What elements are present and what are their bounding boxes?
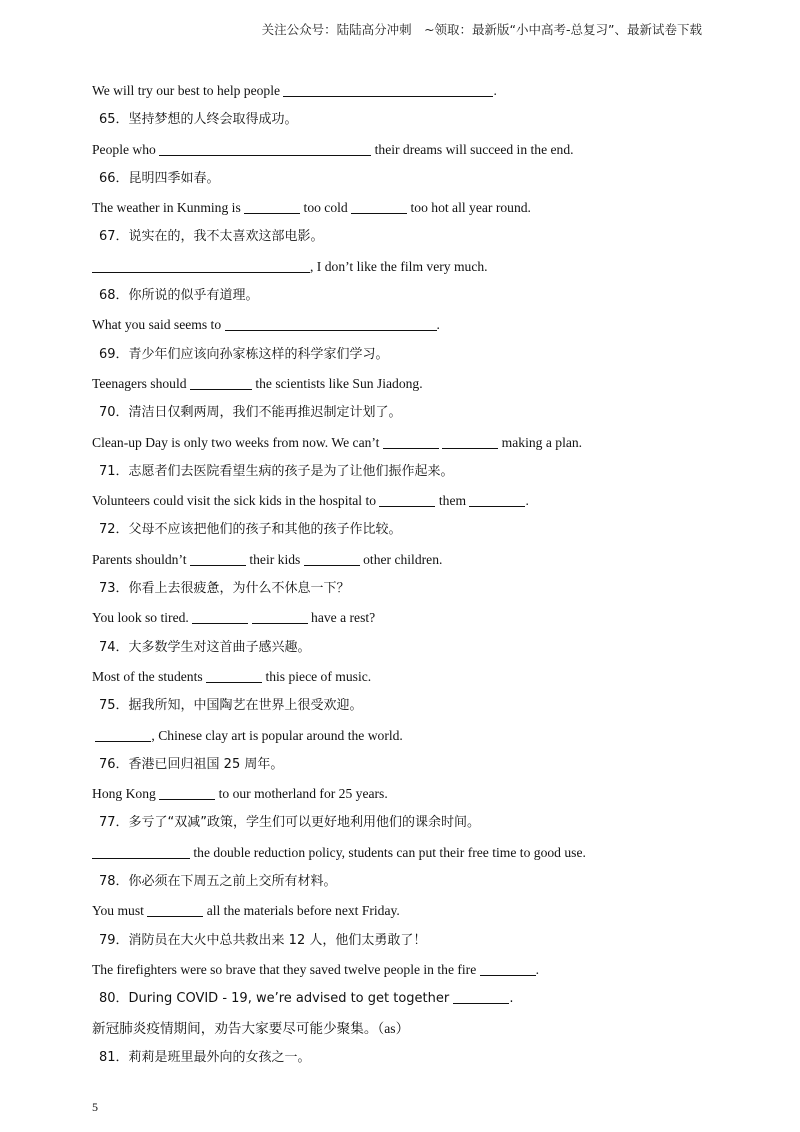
answer-blank[interactable] bbox=[190, 388, 252, 390]
text-segment: 66．昆明四季如春。 bbox=[99, 170, 220, 186]
text-segment: 70．清洁日仅剩两周，我们不能再推迟制定计划了。 bbox=[99, 405, 402, 421]
text-segment: The firefighters were so brave that they saved twelve people in the fire bbox=[92, 961, 480, 977]
answer-blank[interactable] bbox=[95, 740, 151, 742]
text-segment: to our motherland for 25 years. bbox=[215, 786, 388, 802]
text-segment: 76．香港已回归祖国 25 周年。 bbox=[99, 756, 284, 772]
text-segment: , I don’t like the film very much. bbox=[310, 258, 488, 274]
question-sentence bbox=[92, 838, 732, 867]
text-segment: 新冠肺炎疫情期间，劝告大家要尽可能少聚集。（as） bbox=[92, 1020, 410, 1036]
question-prompt bbox=[92, 340, 732, 369]
question-sentence bbox=[92, 955, 732, 984]
question-sentence bbox=[92, 1014, 732, 1043]
question-sentence bbox=[92, 662, 732, 691]
text-segment: this piece of music. bbox=[262, 668, 372, 684]
text-segment: Hong Kong bbox=[92, 786, 160, 802]
text-segment: Volunteers could visit the sick kids in the hospital to bbox=[92, 493, 380, 509]
text-segment: Most of the students bbox=[92, 668, 207, 684]
text-segment: 68．你所说的似乎有道理。 bbox=[99, 288, 259, 304]
text-segment: The weather in Kunming is bbox=[92, 200, 245, 216]
question-sentence bbox=[92, 76, 732, 105]
page-number: 5 bbox=[92, 1100, 98, 1114]
question-prompt bbox=[92, 691, 732, 720]
question-prompt bbox=[92, 281, 732, 310]
answer-blank[interactable] bbox=[92, 857, 190, 859]
question-prompt bbox=[92, 867, 732, 896]
text-segment: 77．多亏了“双减”政策，学生们可以更好地利用他们的课余时间。 bbox=[99, 815, 481, 831]
text-segment: 73．你看上去很疲惫，为什么不休息一下？ bbox=[99, 581, 350, 597]
text-segment: . bbox=[535, 961, 540, 977]
text-segment: 65．坚持梦想的人终会取得成功。 bbox=[99, 112, 298, 128]
text-segment: have a rest? bbox=[307, 610, 376, 626]
answer-blank[interactable] bbox=[192, 622, 248, 624]
text-segment: too hot all year round. bbox=[407, 200, 531, 216]
question-sentence bbox=[92, 545, 732, 574]
answer-blank[interactable] bbox=[147, 915, 203, 917]
answer-blank[interactable] bbox=[379, 505, 435, 507]
text-segment: their kids bbox=[245, 551, 304, 567]
text-segment: too cold bbox=[300, 200, 352, 216]
text-segment: all the materials before next Friday. bbox=[203, 903, 400, 919]
text-segment: 69．青少年们应该向孙家栋这样的科学家们学习。 bbox=[99, 346, 389, 362]
question-prompt bbox=[92, 808, 732, 837]
text-segment: You look so tired. bbox=[92, 610, 193, 626]
text-segment: Clean-up Day is only two weeks from now. We can’t bbox=[92, 434, 383, 450]
text-segment: their dreams will succeed in the end. bbox=[371, 141, 574, 157]
question-prompt bbox=[92, 984, 732, 1013]
question-sentence bbox=[92, 310, 732, 339]
question-sentence bbox=[92, 428, 732, 457]
answer-blank[interactable] bbox=[480, 974, 536, 976]
answer-blank[interactable] bbox=[283, 95, 493, 97]
text-segment: the scientists like Sun Jiadong. bbox=[251, 375, 423, 391]
question-sentence bbox=[92, 721, 732, 750]
text-segment: We will try our best to help people bbox=[92, 83, 284, 98]
answer-blank[interactable] bbox=[92, 271, 310, 273]
question-prompt bbox=[92, 750, 732, 779]
text-segment: , Chinese clay art is popular around the world. bbox=[151, 727, 403, 743]
question-sentence bbox=[92, 193, 732, 222]
text-segment: 81．莉莉是班里最外向的女孩之一。 bbox=[99, 1049, 311, 1065]
text-segment: . bbox=[436, 317, 440, 333]
text-segment: 74．大多数学生对这首曲子感兴趣。 bbox=[99, 639, 311, 655]
question-prompt bbox=[92, 398, 732, 427]
question-prompt bbox=[92, 164, 732, 193]
question-prompt bbox=[92, 1043, 732, 1072]
question-sentence bbox=[92, 486, 732, 515]
answer-blank[interactable] bbox=[206, 681, 262, 683]
question-prompt bbox=[92, 515, 732, 544]
text-segment: 71．志愿者们去医院看望生病的孩子是为了让他们振作起来。 bbox=[99, 463, 454, 479]
answer-blank[interactable] bbox=[190, 564, 246, 566]
answer-blank[interactable] bbox=[225, 329, 437, 331]
question-prompt bbox=[92, 926, 732, 955]
text-segment: What you said seems to bbox=[92, 317, 225, 333]
answer-blank[interactable] bbox=[453, 1002, 509, 1004]
answer-blank[interactable] bbox=[252, 622, 308, 624]
answer-blank[interactable] bbox=[159, 154, 371, 156]
text-segment: Teenagers should bbox=[92, 375, 190, 391]
text-segment: 79．消防员在大火中总共救出来 12 人，他们太勇敢了！ bbox=[99, 932, 427, 948]
page-header: 关注公众号：陆陆高分冲刺 ~领取：最新版“小中高考-总复习”、最新试卷下载 bbox=[261, 22, 702, 37]
question-sentence bbox=[92, 369, 732, 398]
question-prompt bbox=[92, 105, 732, 134]
question-prompt bbox=[92, 633, 732, 662]
text-segment: . bbox=[525, 493, 529, 509]
question-prompt bbox=[92, 222, 732, 251]
text-segment: 75．据我所知，中国陶艺在世界上很受欢迎。 bbox=[99, 698, 363, 714]
text-segment: People who bbox=[92, 141, 160, 157]
answer-blank[interactable] bbox=[244, 212, 300, 214]
text-segment: the double reduction policy, students can put their free time to good use. bbox=[190, 844, 586, 860]
answer-blank[interactable] bbox=[442, 447, 498, 449]
question-sentence bbox=[92, 896, 732, 925]
question-sentence bbox=[92, 779, 732, 808]
exercise-content bbox=[92, 76, 732, 1072]
question-sentence bbox=[92, 603, 732, 632]
text-segment: making a plan. bbox=[498, 434, 583, 450]
text-segment: . bbox=[493, 83, 497, 98]
text-segment: . bbox=[509, 991, 514, 1007]
text-segment: Parents shouldn’t bbox=[92, 551, 190, 567]
answer-blank[interactable] bbox=[469, 505, 525, 507]
text-segment: You must bbox=[92, 903, 148, 919]
text-segment: 80．During COVID - 19, we’re advised to get together bbox=[99, 991, 454, 1007]
question-prompt bbox=[92, 574, 732, 603]
text-segment: other children. bbox=[359, 551, 443, 567]
question-prompt bbox=[92, 457, 732, 486]
question-sentence bbox=[92, 135, 732, 164]
text-segment: them bbox=[435, 493, 470, 509]
answer-blank[interactable] bbox=[383, 447, 439, 449]
text-segment: 78．你必须在下周五之前上交所有材料。 bbox=[99, 874, 337, 890]
text-segment: 72．父母不应该把他们的孩子和其他的孩子作比较。 bbox=[99, 522, 402, 538]
answer-blank[interactable] bbox=[351, 212, 407, 214]
answer-blank[interactable] bbox=[304, 564, 360, 566]
answer-blank[interactable] bbox=[159, 798, 215, 800]
text-segment: 67．说实在的，我不太喜欢这部电影。 bbox=[99, 229, 324, 245]
question-sentence bbox=[92, 252, 732, 281]
